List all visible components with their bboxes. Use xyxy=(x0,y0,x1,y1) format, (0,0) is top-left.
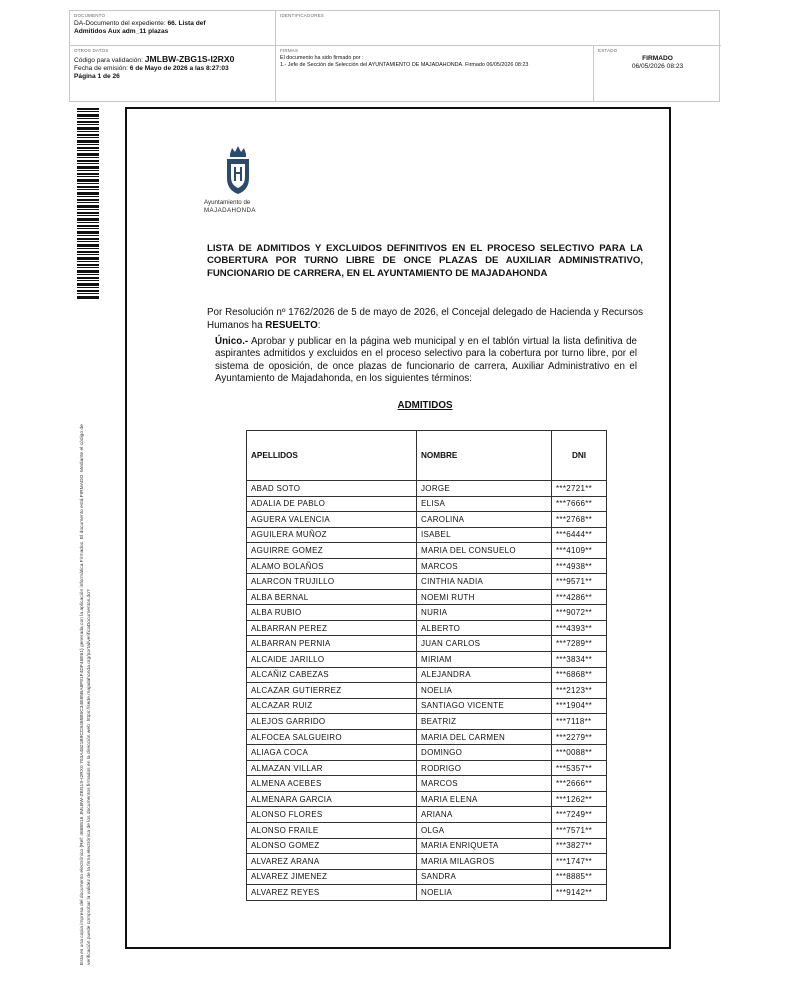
admitidos-table xyxy=(246,430,607,901)
cell-nombre: ARIANA xyxy=(417,807,552,823)
cell-dni: ***2123** xyxy=(552,683,607,699)
cell-nombre: MARCOS xyxy=(417,776,552,792)
cell-dni: ***0088** xyxy=(552,745,607,761)
documento-line1: DA-Documento del expediente: 66. Lista def xyxy=(74,20,206,27)
cell-dni: ***3827** xyxy=(552,838,607,854)
cell-nombre: MARIA ELENA xyxy=(417,791,552,807)
estado-caption: ESTADO xyxy=(598,48,618,53)
estado-value: FIRMADO xyxy=(642,55,673,62)
table-row xyxy=(247,574,607,590)
cell-dni: ***7118** xyxy=(552,714,607,730)
documento-cell xyxy=(70,11,276,46)
firmas-cell xyxy=(276,46,594,102)
cell-nombre: NURIA xyxy=(417,605,552,621)
table-row xyxy=(247,527,607,543)
cell-nombre: OLGA xyxy=(417,823,552,839)
cell-apellidos: ALAMO BOLAÑOS xyxy=(247,558,417,574)
section-title: ADMITIDOS xyxy=(397,400,453,411)
table-row xyxy=(247,791,607,807)
cell-apellidos: ALBA BERNAL xyxy=(247,589,417,605)
table-row xyxy=(247,760,607,776)
table-row xyxy=(247,543,607,559)
cell-dni: ***5357** xyxy=(552,760,607,776)
cell-apellidos: ALONSO GOMEZ xyxy=(247,838,417,854)
fecha-emision: Fecha de emisión: 6 de Mayo de 2026 a las 8:27:03 xyxy=(74,65,229,72)
cell-apellidos: ALCAIDE JARILLO xyxy=(247,652,417,668)
cell-nombre: RODRIGO xyxy=(417,760,552,776)
cell-dni: ***8885** xyxy=(552,869,607,885)
table-row xyxy=(247,683,607,699)
table-row xyxy=(247,636,607,652)
cell-apellidos: ALEJOS GARRIDO xyxy=(247,714,417,730)
cell-nombre: ELISA xyxy=(417,496,552,512)
cell-apellidos: ALMENARA GARCIA xyxy=(247,791,417,807)
table-header-row xyxy=(247,431,607,481)
cell-apellidos: AGUILERA MUÑOZ xyxy=(247,527,417,543)
cell-nombre: JUAN CARLOS xyxy=(417,636,552,652)
table-row xyxy=(247,823,607,839)
cell-apellidos: ALFOCEA SALGUEIRO xyxy=(247,729,417,745)
cell-apellidos: AGUIRRE GOMEZ xyxy=(247,543,417,559)
cell-dni: ***9142** xyxy=(552,885,607,901)
table-row xyxy=(247,605,607,621)
page-count: Página 1 de 26 xyxy=(74,73,120,80)
cell-dni: ***7249** xyxy=(552,807,607,823)
table-row xyxy=(247,745,607,761)
cell-nombre: MARIA ENRIQUETA xyxy=(417,838,552,854)
cell-dni: ***7289** xyxy=(552,636,607,652)
cell-nombre: MARIA DEL CARMEN xyxy=(417,729,552,745)
coat-of-arms-icon xyxy=(221,144,255,196)
estado-date: 06/05/2026 08:23 xyxy=(631,63,684,70)
cell-dni: ***4938** xyxy=(552,558,607,574)
table-row xyxy=(247,698,607,714)
cell-apellidos: ALARCON TRUJILLO xyxy=(247,574,417,590)
cell-nombre: MARIA DEL CONSUELO xyxy=(417,543,552,559)
identificadores-cell xyxy=(276,11,721,46)
cell-apellidos: ABAD SOTO xyxy=(247,481,417,497)
cell-apellidos: ALBARRAN PERNIA xyxy=(247,636,417,652)
cell-apellidos: ALBARRAN PEREZ xyxy=(247,620,417,636)
cell-nombre: MIRIAM xyxy=(417,652,552,668)
otros-caption: OTROS DATOS xyxy=(74,48,109,53)
verification-note xyxy=(79,300,93,965)
cell-apellidos: ALIAGA COCA xyxy=(247,745,417,761)
firmas-caption: FIRMAS xyxy=(280,48,299,53)
cell-dni: ***4286** xyxy=(552,589,607,605)
cell-nombre: NOEMI RUTH xyxy=(417,589,552,605)
codigo-validacion: Código para validación: JMLBW-ZBG1S-I2RX0 xyxy=(74,54,235,64)
cell-dni: ***9072** xyxy=(552,605,607,621)
table-row xyxy=(247,558,607,574)
table-row xyxy=(247,620,607,636)
cell-dni: ***1262** xyxy=(552,791,607,807)
cell-nombre: MARCOS xyxy=(417,558,552,574)
cell-apellidos: ALVAREZ JIMENEZ xyxy=(247,869,417,885)
cell-nombre: ALEJANDRA xyxy=(417,667,552,683)
cell-apellidos: ALONSO FRAILE xyxy=(247,823,417,839)
resolution-intro: Por Resolución nº 1762/2026 de 5 de mayo de 2026, el Concejal delegado de Hacienda y Recursos Humanos ha RESUELTO: xyxy=(207,307,643,332)
cell-dni: ***2279** xyxy=(552,729,607,745)
cell-dni: ***1904** xyxy=(552,698,607,714)
table-row xyxy=(247,496,607,512)
cell-apellidos: ADALIA DE PABLO xyxy=(247,496,417,512)
cell-dni: ***9571** xyxy=(552,574,607,590)
cell-apellidos: AGUERA VALENCIA xyxy=(247,512,417,528)
cell-nombre: DOMINGO xyxy=(417,745,552,761)
cell-dni: ***7571** xyxy=(552,823,607,839)
table-row xyxy=(247,512,607,528)
table-row xyxy=(247,589,607,605)
logo-line2: MAJADAHONDA xyxy=(204,207,256,214)
table-row xyxy=(247,854,607,870)
cell-nombre: BEATRIZ xyxy=(417,714,552,730)
cell-dni: ***2666** xyxy=(552,776,607,792)
firmas-line1: El documento ha sido firmado por : xyxy=(280,55,364,61)
ayuntamiento-logo xyxy=(204,144,274,218)
documento-line2: Admitidos Aux adm_11 plazas xyxy=(74,28,169,35)
cell-apellidos: ALMAZAN VILLAR xyxy=(247,760,417,776)
table-body xyxy=(247,481,607,901)
document-metadata-header xyxy=(69,10,720,102)
unico-paragraph: Único.- Aprobar y publicar en la página web municipal y en el tablón virtual la lista definitiva de aspirantes admitidos y excluidos en el proceso selectivo para la cobertura por turno libre, por el sistema de oposición, de once plazas de funcionario de carrera, Auxiliar Administrativo en el Ayuntamiento de Majadahonda, en los siguientes términos: xyxy=(215,336,637,385)
verification-line2: verificación puede comprobar la validez de la firma electrónica de los documentos firmados en la dirección web: https://sede.majadahonda.org/portal/verificaDocumentos.do? xyxy=(87,589,92,965)
cell-dni: ***6868** xyxy=(552,667,607,683)
cell-nombre: NOELIA xyxy=(417,885,552,901)
cell-nombre: NOELIA xyxy=(417,683,552,699)
header-dni: DNI xyxy=(552,431,607,481)
cell-nombre: CAROLINA xyxy=(417,512,552,528)
table-row xyxy=(247,869,607,885)
verification-line1: Esta es una copia impresa del documento electrónico (Ref: 4685516 JMLBW-ZBG1S-I2RX0 703A4821B9CC8485B5C34E85BA8F91F4DF46E61) generada con la aplicación informática Firmadoc. El documento está FIRMADO. Mediante el código de xyxy=(80,424,85,965)
cell-dni: ***4109** xyxy=(552,543,607,559)
logo-line1: Ayuntamiento de xyxy=(204,199,251,206)
table-row xyxy=(247,885,607,901)
cell-apellidos: ALVAREZ REYES xyxy=(247,885,417,901)
table-row xyxy=(247,838,607,854)
cell-dni: ***6444** xyxy=(552,527,607,543)
cell-dni: ***2768** xyxy=(552,512,607,528)
documento-caption: DOCUMENTO xyxy=(74,13,106,18)
cell-apellidos: ALONSO FLORES xyxy=(247,807,417,823)
cell-nombre: SANTIAGO VICENTE xyxy=(417,698,552,714)
table-row xyxy=(247,652,607,668)
table-row xyxy=(247,714,607,730)
cell-apellidos: ALBA RUBIO xyxy=(247,605,417,621)
cell-nombre: CINTHIA NADIA xyxy=(417,574,552,590)
cell-apellidos: ALVAREZ ARANA xyxy=(247,854,417,870)
cell-dni: ***4393** xyxy=(552,620,607,636)
cell-dni: ***7666** xyxy=(552,496,607,512)
cell-nombre: ISABEL xyxy=(417,527,552,543)
table-row xyxy=(247,667,607,683)
table-row xyxy=(247,729,607,745)
header-apellidos: APELLIDOS xyxy=(247,431,417,481)
cell-nombre: MARIA MILAGROS xyxy=(417,854,552,870)
estado-cell xyxy=(594,46,721,102)
cell-apellidos: ALCAÑIZ CABEZAS xyxy=(247,667,417,683)
cell-dni: ***2721** xyxy=(552,481,607,497)
barcode-icon xyxy=(77,108,99,300)
cell-nombre: SANDRA xyxy=(417,869,552,885)
otros-datos-cell xyxy=(70,46,276,102)
table-row xyxy=(247,776,607,792)
table-row xyxy=(247,807,607,823)
cell-apellidos: ALMENA ACEBES xyxy=(247,776,417,792)
table-row xyxy=(247,481,607,497)
cell-apellidos: ALCAZAR GUTIERREZ xyxy=(247,683,417,699)
cell-nombre: ALBERTO xyxy=(417,620,552,636)
header-nombre: NOMBRE xyxy=(417,431,552,481)
firmas-line2: 1.- Jefe de Sección de Selección del AYUNTAMIENTO DE MAJADAHONDA. Firmado 06/05/2026 08:23 xyxy=(280,62,529,68)
cell-apellidos: ALCAZAR RUIZ xyxy=(247,698,417,714)
identificadores-caption: IDENTIFICADORES xyxy=(280,13,325,18)
cell-dni: ***1747** xyxy=(552,854,607,870)
cell-dni: ***3834** xyxy=(552,652,607,668)
document-title: LISTA DE ADMITIDOS Y EXCLUIDOS DEFINITIVOS EN EL PROCESO SELECTIVO PARA LA COBERTURA POR TURNO LIBRE DE ONCE PLAZAS DE AUXILIAR ADMINISTRATIVO, FUNCIONARIO DE CARRERA, EN EL AYUNTAMIENTO DE MAJADAHONDA xyxy=(207,243,643,279)
cell-nombre: JORGE xyxy=(417,481,552,497)
